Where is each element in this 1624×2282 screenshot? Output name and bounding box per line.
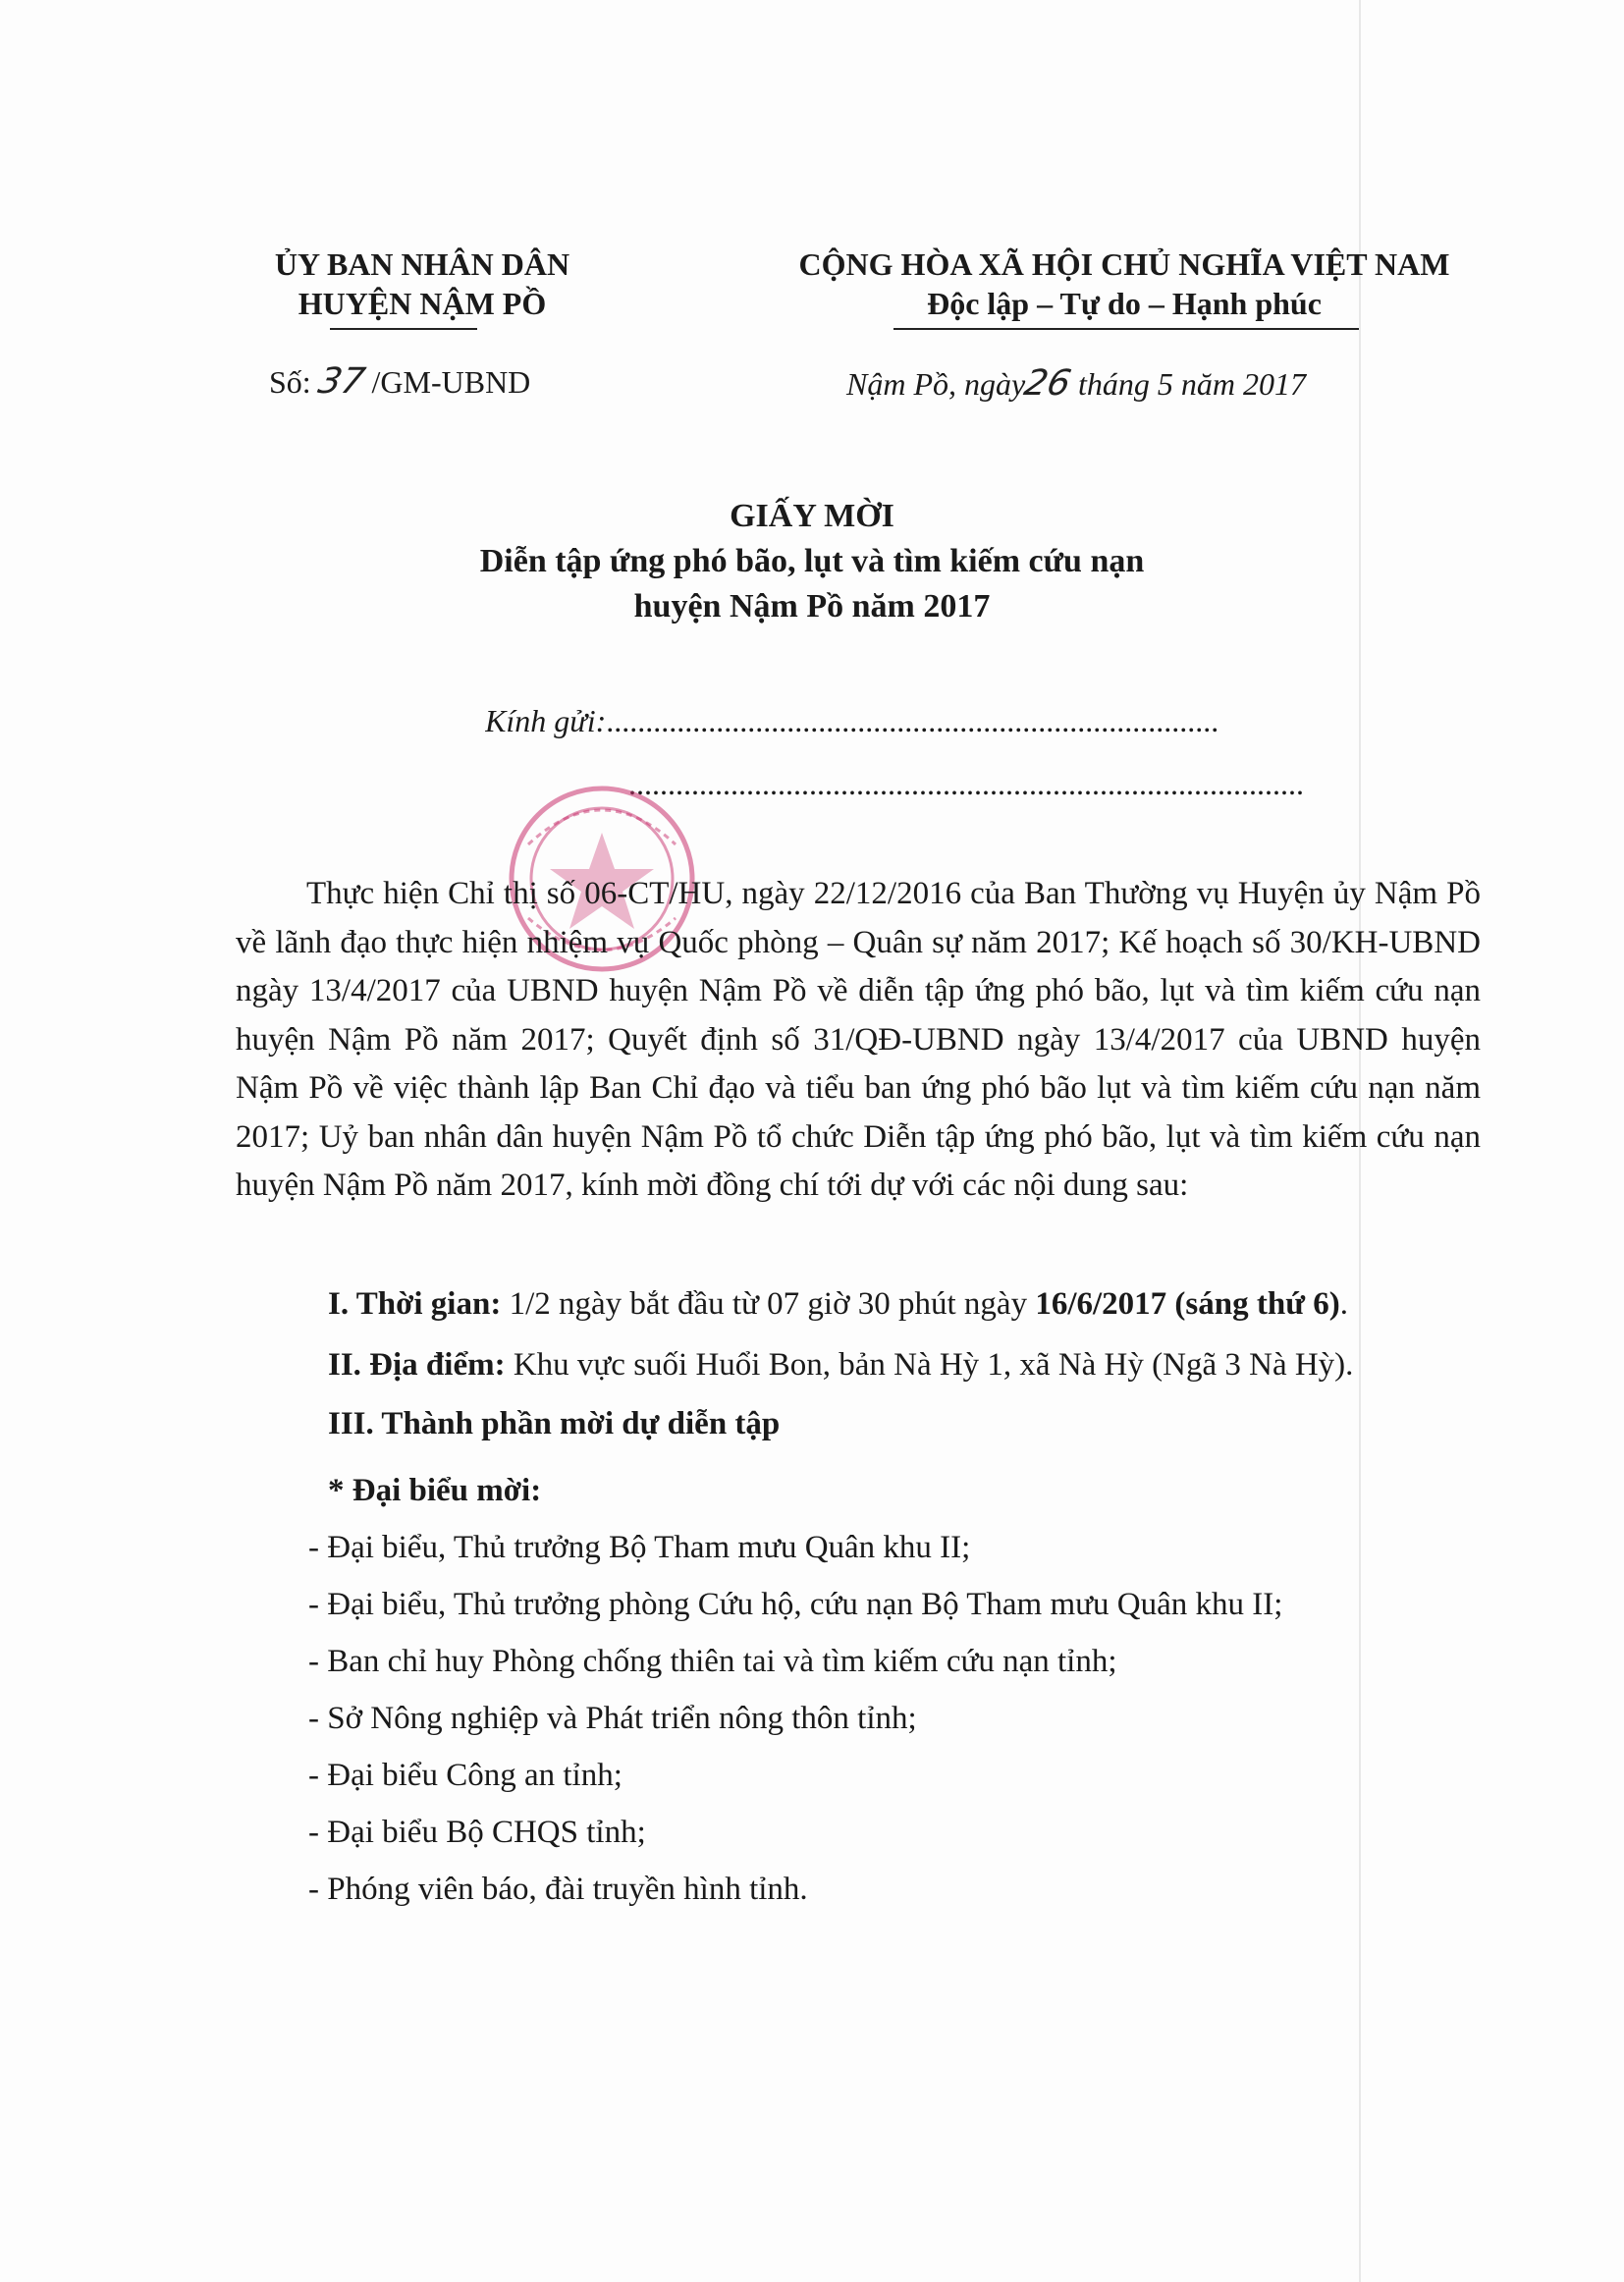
doc-number-prefix: Số: <box>269 364 311 400</box>
delegate-item: - Đại biểu, Thủ trưởng phòng Cứu hộ, cứu nạn Bộ Tham mưu Quân khu II; <box>308 1587 1283 1622</box>
issuer-district: HUYỆN NẬM PỒ <box>298 286 547 321</box>
delegates-label: * Đại biểu mời: <box>328 1473 542 1508</box>
delegate-item: - Đại biểu, Thủ trưởng Bộ Tham mưu Quân khu II; <box>308 1530 971 1565</box>
document-number <box>269 361 530 402</box>
time-label: I. Thời gian: <box>328 1286 502 1322</box>
recipient-dots: .............................................................................. <box>606 703 1219 738</box>
doc-number-suffix: /GM-UBND <box>371 364 531 400</box>
delegate-item: - Sở Nông nghiệp và Phát triển nông thôn tỉnh; <box>308 1701 917 1736</box>
section-place <box>328 1345 1353 1385</box>
document-title: GIẤY MỜI <box>730 498 894 534</box>
delegate-item: - Đại biểu Công an tỉnh; <box>308 1758 623 1793</box>
document-subtitle-1: Diễn tập ứng phó bão, lụt và tìm kiếm cứu nạn <box>479 543 1145 579</box>
place-text: Khu vực suối Huổi Bon, bản Nà Hỳ 1, xã Nà Hỳ (Ngã 3 Nà Hỳ). <box>505 1347 1354 1383</box>
place-label: II. Địa điểm: <box>328 1347 506 1383</box>
section-time <box>328 1284 1348 1324</box>
national-title: CỘNG HÒA XÃ HỘI CHỦ NGHĨA VIỆT NAM <box>798 246 1450 282</box>
participants-label: III. Thành phần mời dự diễn tập <box>328 1406 781 1441</box>
issuer-name: ỦY BAN NHÂN DÂN <box>274 246 570 282</box>
document-subtitle-2: huyện Nậm Pồ năm 2017 <box>633 588 991 625</box>
delegate-item: - Đại biểu Bộ CHQS tỉnh; <box>308 1815 646 1850</box>
section-participants <box>328 1404 780 1443</box>
time-date: 16/6/2017 (sáng thứ 6) <box>1035 1286 1340 1322</box>
doc-number-handwritten: 37 <box>314 361 368 402</box>
time-text: 1/2 ngày bắt đầu từ 07 giờ 30 phút ngày <box>501 1286 1036 1322</box>
date-prefix: Nậm Pồ, ngày <box>846 366 1026 402</box>
issuer-underline <box>330 328 477 330</box>
recipient-line-2: ...................................................................................... <box>628 766 1304 801</box>
recipient-label: Kính gửi: <box>485 703 607 738</box>
date-day-handwritten: 26 <box>1020 363 1075 404</box>
body-paragraph: Thực hiện Chỉ thị số 06-CT/HU, ngày 22/12/2016 của Ban Thường vụ Huyện ủy Nậm Pồ về lãnh đạo thực hiện nhiệm vụ Quốc phòng – Quân sự năm 2017; Kế hoạch số 30/KH-UBND ngày 13/4/2017 của UBND huyện Nậm Pồ về diễn tập ứng phó bão, lụt và tìm kiếm cứu nạn huyện Nậm Pồ năm 2017; Quyết định số 31/QĐ-UBND ngày 13/4/2017 của UBND huyện Nậm Pồ về việc thành lập Ban Chỉ đạo và tiểu ban ứng phó bão lụt và tìm kiếm cứu nạn năm 2017; Uỷ ban nhân dân huyện Nậm Pồ tổ chức Diễn tập ứng phó bão, lụt và tìm kiếm cứu nạn huyện Nậm Pồ năm 2017, kính mời đồng chí tới dự với các nội dung sau: <box>236 876 1481 1203</box>
time-end: . <box>1339 1286 1348 1322</box>
national-motto: Độc lập – Tự do – Hạnh phúc <box>927 286 1322 321</box>
delegate-item: - Ban chỉ huy Phòng chống thiên tai và tìm kiếm cứu nạn tỉnh; <box>308 1644 1117 1679</box>
motto-underline <box>893 328 1359 330</box>
document-date <box>846 363 1306 404</box>
date-suffix: tháng 5 năm 2017 <box>1078 366 1307 402</box>
delegate-item: - Phóng viên báo, đài truyền hình tỉnh. <box>308 1872 808 1907</box>
section-delegates <box>328 1471 541 1510</box>
recipient-line <box>485 703 1467 739</box>
